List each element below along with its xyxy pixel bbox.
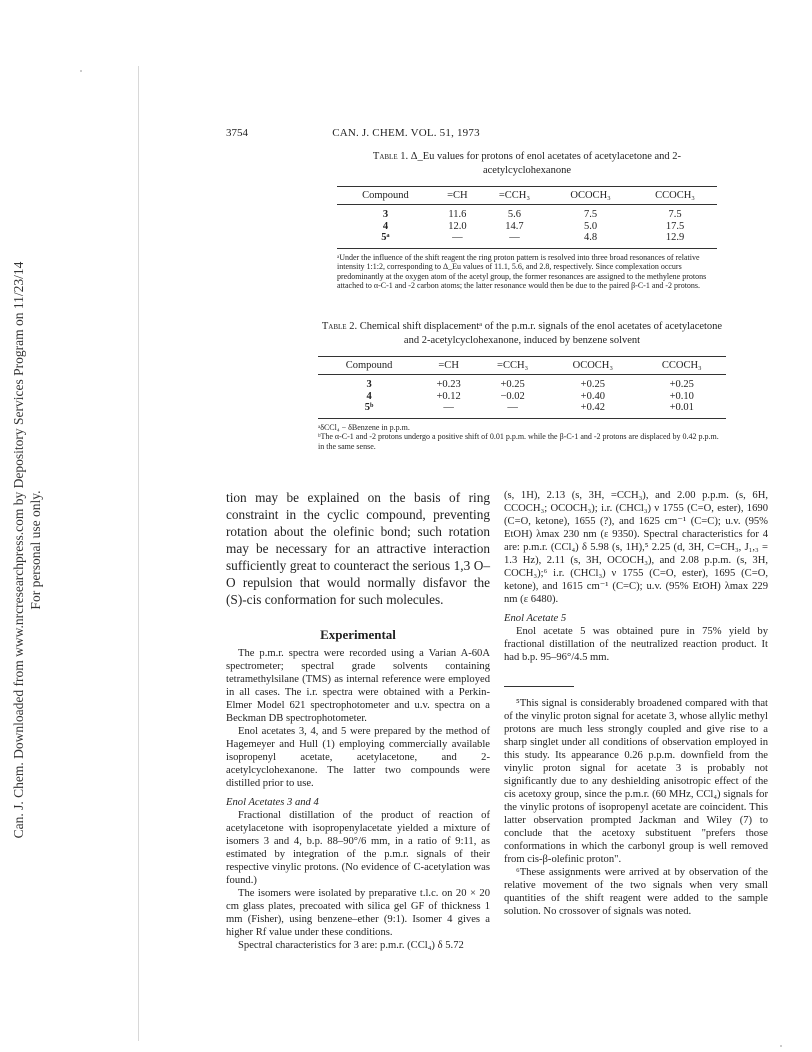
table-2-label: Table 2. xyxy=(321,321,358,332)
table-1-label: Table 1. xyxy=(372,151,409,162)
scan-speck xyxy=(80,70,82,72)
footnote-5: ⁵This signal is considerably broadened compared with that of the vinylic proton signal for acetate 3, whose allylic methyl protons are much less strongly coupled and give rise to a sharp singlet under all conditions of observation employed in this study. Its appearance 0.26 p.p.m. downfield from the vinylic proton signal for acetate 3 is probably not significantly due to any deshielding anisotropic effect of the cis acetoxy group, since the p.m.r. (60 MHz, CCl₄) signals for the vinylic protons of isopropenyl acetate are coincident. This latter observation prompted Jackman and Wiley (7) to conclude that the acetoxy substituent "prefers those conformations in which the carbonyl group is well removed from cis-β-olefinic proton". xyxy=(504,698,768,865)
table-2-footnote-a: ᵃδCCl₄ − δBenzene in p.p.m. xyxy=(318,422,410,432)
table-row xyxy=(318,375,726,391)
download-watermark xyxy=(4,230,44,870)
subsection-heading: Enol Acetate 5 xyxy=(504,613,567,624)
value-cell: 5.0 xyxy=(584,220,598,232)
compound-cell: 4 xyxy=(382,220,389,232)
compound-cell: 4 xyxy=(366,390,372,402)
scan-speck xyxy=(780,1045,782,1047)
paragraph: The p.m.r. spectra were recorded using a Varian A-60A spectrometer; spectral grade solvents containing tetramethylsilane (TMS) as internal reference were employed in all cases. The i.r. spectra were obtained with a Perkin-Elmer Model 621 spectrophotometer and u.v. spectra on a Beckman DB spectrophotometer. xyxy=(226,648,490,724)
page-margin-rule xyxy=(138,66,139,1041)
compound-cell: 5ᵃ xyxy=(337,232,434,248)
paragraph: Spectral characteristics for 3 are: p.m.r. (CCl₄) δ 5.72 xyxy=(238,940,464,951)
table-2-footnotes xyxy=(318,423,726,452)
value-cell: +0.42 xyxy=(548,402,638,418)
compound-cell: 3 xyxy=(366,379,372,390)
value-cell: — xyxy=(477,402,548,418)
value-cell: −0.02 xyxy=(500,390,525,402)
journal-name: CAN. J. CHEM. VOL. 51, 1973 xyxy=(332,127,480,139)
column-header: OCOCH₃ xyxy=(548,187,633,205)
compound-cell: 3 xyxy=(382,209,389,220)
paragraph: The isomers were isolated by preparative t.l.c. on 20 × 20 cm glass plates, precoated with silica gel GF of thickness 1 mm (Fisher), using benzene–ether (9:1). Isomer 4 gives a higher Rf value under these conditions. xyxy=(226,888,490,938)
table-row xyxy=(337,232,717,248)
table-2-caption-text: Chemical shift displacementᵃ of the p.m.r. signals of the enol acetates of acetylacetone and 2-acetylcyclohexanone, induced by benzene solvent xyxy=(359,321,723,346)
paragraph: Enol acetates 3, 4, and 5 were prepared by the method of Hagemeyer and Hull (1) employing commercially available isopropenyl acetate, acetylacetone, and 2-acetylcyclohexanone. The latter two compounds were distilled prior to use. xyxy=(226,726,490,789)
value-cell: 17.5 xyxy=(665,220,685,232)
table-2-footnote-b: ᵇThe α-C-1 and -2 protons undergo a positive shift of 0.01 p.p.m. while the β-C-1 and -2 protons are displaced by 0.42 p.p.m. in the same sense. xyxy=(318,432,719,451)
value-cell: 11.6 xyxy=(448,209,467,220)
paragraph: Enol acetate 5 was obtained pure in 75% yield by fractional distillation of the neutralized reaction product. It had b.p. 95–96°/4.5 mm. xyxy=(504,626,768,663)
table-row xyxy=(337,221,717,233)
value-cell: +0.10 xyxy=(669,390,694,402)
column-header: CCOCH₃ xyxy=(633,187,717,205)
value-cell: 14.7 xyxy=(505,220,524,232)
value-cell: 7.5 xyxy=(584,209,598,220)
column-header: =CCH₃ xyxy=(481,187,548,205)
value-cell: 4.8 xyxy=(548,232,633,248)
value-cell: 12.9 xyxy=(633,232,717,248)
column-header: =CCH₃ xyxy=(477,357,548,375)
value-cell: +0.23 xyxy=(436,379,461,390)
table-row xyxy=(337,205,717,221)
column-header: Compound xyxy=(318,357,420,375)
column-header: OCOCH₃ xyxy=(548,357,638,375)
table-row xyxy=(318,402,726,418)
value-cell: 12.0 xyxy=(448,220,467,232)
value-cell: +0.40 xyxy=(580,390,605,402)
subsection-heading: Enol Acetates 3 and 4 xyxy=(226,797,319,808)
footnote-6: ⁶These assignments were arrived at by observation of the relative movement of the two signals when very small quantities of the shift reagent were added to the sample solution. No crossover of signals was noted. xyxy=(504,867,768,917)
table-2-caption xyxy=(318,320,726,348)
paragraph: Fractional distillation of the product of reaction of acetylacetone with isopropenylacetate yielded a mixture of isomers 3 and 4, b.p. 88–90°/6 mm, in a ratio of 9:11, as estimated by integration of the p.m.r. signals of their respective vinylic protons. (No evidence of C-acetylation was found.) xyxy=(226,810,490,886)
watermark-line-1: Can. J. Chem. Downloaded from www.nrcresearchpress.com by Depository Services Program on 11/23/14 xyxy=(11,261,26,839)
compound-cell: 5ᵇ xyxy=(318,402,420,418)
table-1-caption xyxy=(337,150,717,178)
footnote-rule xyxy=(504,686,574,687)
left-column xyxy=(226,489,490,952)
value-cell: — xyxy=(481,232,548,248)
right-column xyxy=(504,489,768,918)
value-cell: 7.5 xyxy=(668,209,682,220)
column-header: =CH xyxy=(434,187,481,205)
table-2 xyxy=(318,320,726,451)
paragraph: (s, 1H), 2.13 (s, 3H, =CCH₃), and 2.00 p.p.m. (s, 6H, CCOCH₃; OCOCH₃); i.r. (CHCl₃) ν 1755 (C=O, ester), 1690 (C=O, ketone), 1655 (?), and 1625 cm⁻¹ (C=C); u.v. (95% EtOH) λmax 230 nm (ε 9350). Spectral characteristics for 4 are: p.m.r. (CCl₄) δ 5.98 (s, 1H),⁵ 2.25 (d, 3H, C=CH₃, J₁,₃ = 1.3 Hz), 2.11 (s, 3H, OCOCH₃), and 2.08 p.p.m. (s, 3H, COCH₃);⁶ i.r. (CHCl₃) ν 1755 (C=O, ester), 1695 (C=O, ketone), and 1615 cm⁻¹ (C=C); u.v. (95% EtOH) λmax 229 nm (ε 6480). xyxy=(504,490,768,605)
value-cell: 5.6 xyxy=(507,209,522,220)
value-cell: +0.25 xyxy=(580,379,605,390)
table-1-caption-text: Δ_Eu values for protons of enol acetates of acetylacetone and 2-acetylcyclohexanone xyxy=(410,151,682,176)
running-header xyxy=(0,127,812,143)
table-1-grid xyxy=(337,186,717,249)
value-cell: — xyxy=(434,232,481,248)
table-1 xyxy=(337,150,717,291)
column-header: Compound xyxy=(337,187,434,205)
value-cell: +0.01 xyxy=(638,402,726,418)
page-number: 3754 xyxy=(226,127,248,139)
value-cell: — xyxy=(420,402,477,418)
table-1-footnote: ᵃUnder the influence of the shift reagent the ring proton pattern is resolved into three broad resonances of relative intensity 1:1:2, corresponding to Δ_Eu values of 11.1, 5.6, and 2.8, respectively. Since complexation occurs predominantly at the oxygen atom of the acetyl group, the former resonances are assigned to the methylene protons attached to α-C-1 and -2 carbon atoms; the latter resonance would then be due to the paired β-C-1 and -2 protons. xyxy=(337,252,707,290)
column-header: =CH xyxy=(420,357,477,375)
watermark-line-2: For personal use only. xyxy=(28,490,43,610)
table-2-grid xyxy=(318,356,726,419)
column-header: CCOCH₃ xyxy=(638,357,726,375)
intro-paragraph: tion may be explained on the basis of ring constraint in the cyclic compound, preventing rotation about the olefinic bond; such rotation may be necessary for an attractive interaction sufficiently great to counteract the serious 1,3 O–O repulsion that would normally disfavor the (S)-cis conformation for such molecules. xyxy=(226,490,490,607)
section-title: Experimental xyxy=(320,627,396,642)
table-row xyxy=(318,391,726,403)
value-cell: +0.25 xyxy=(669,379,694,390)
value-cell: +0.12 xyxy=(436,390,461,402)
value-cell: +0.25 xyxy=(500,379,525,390)
